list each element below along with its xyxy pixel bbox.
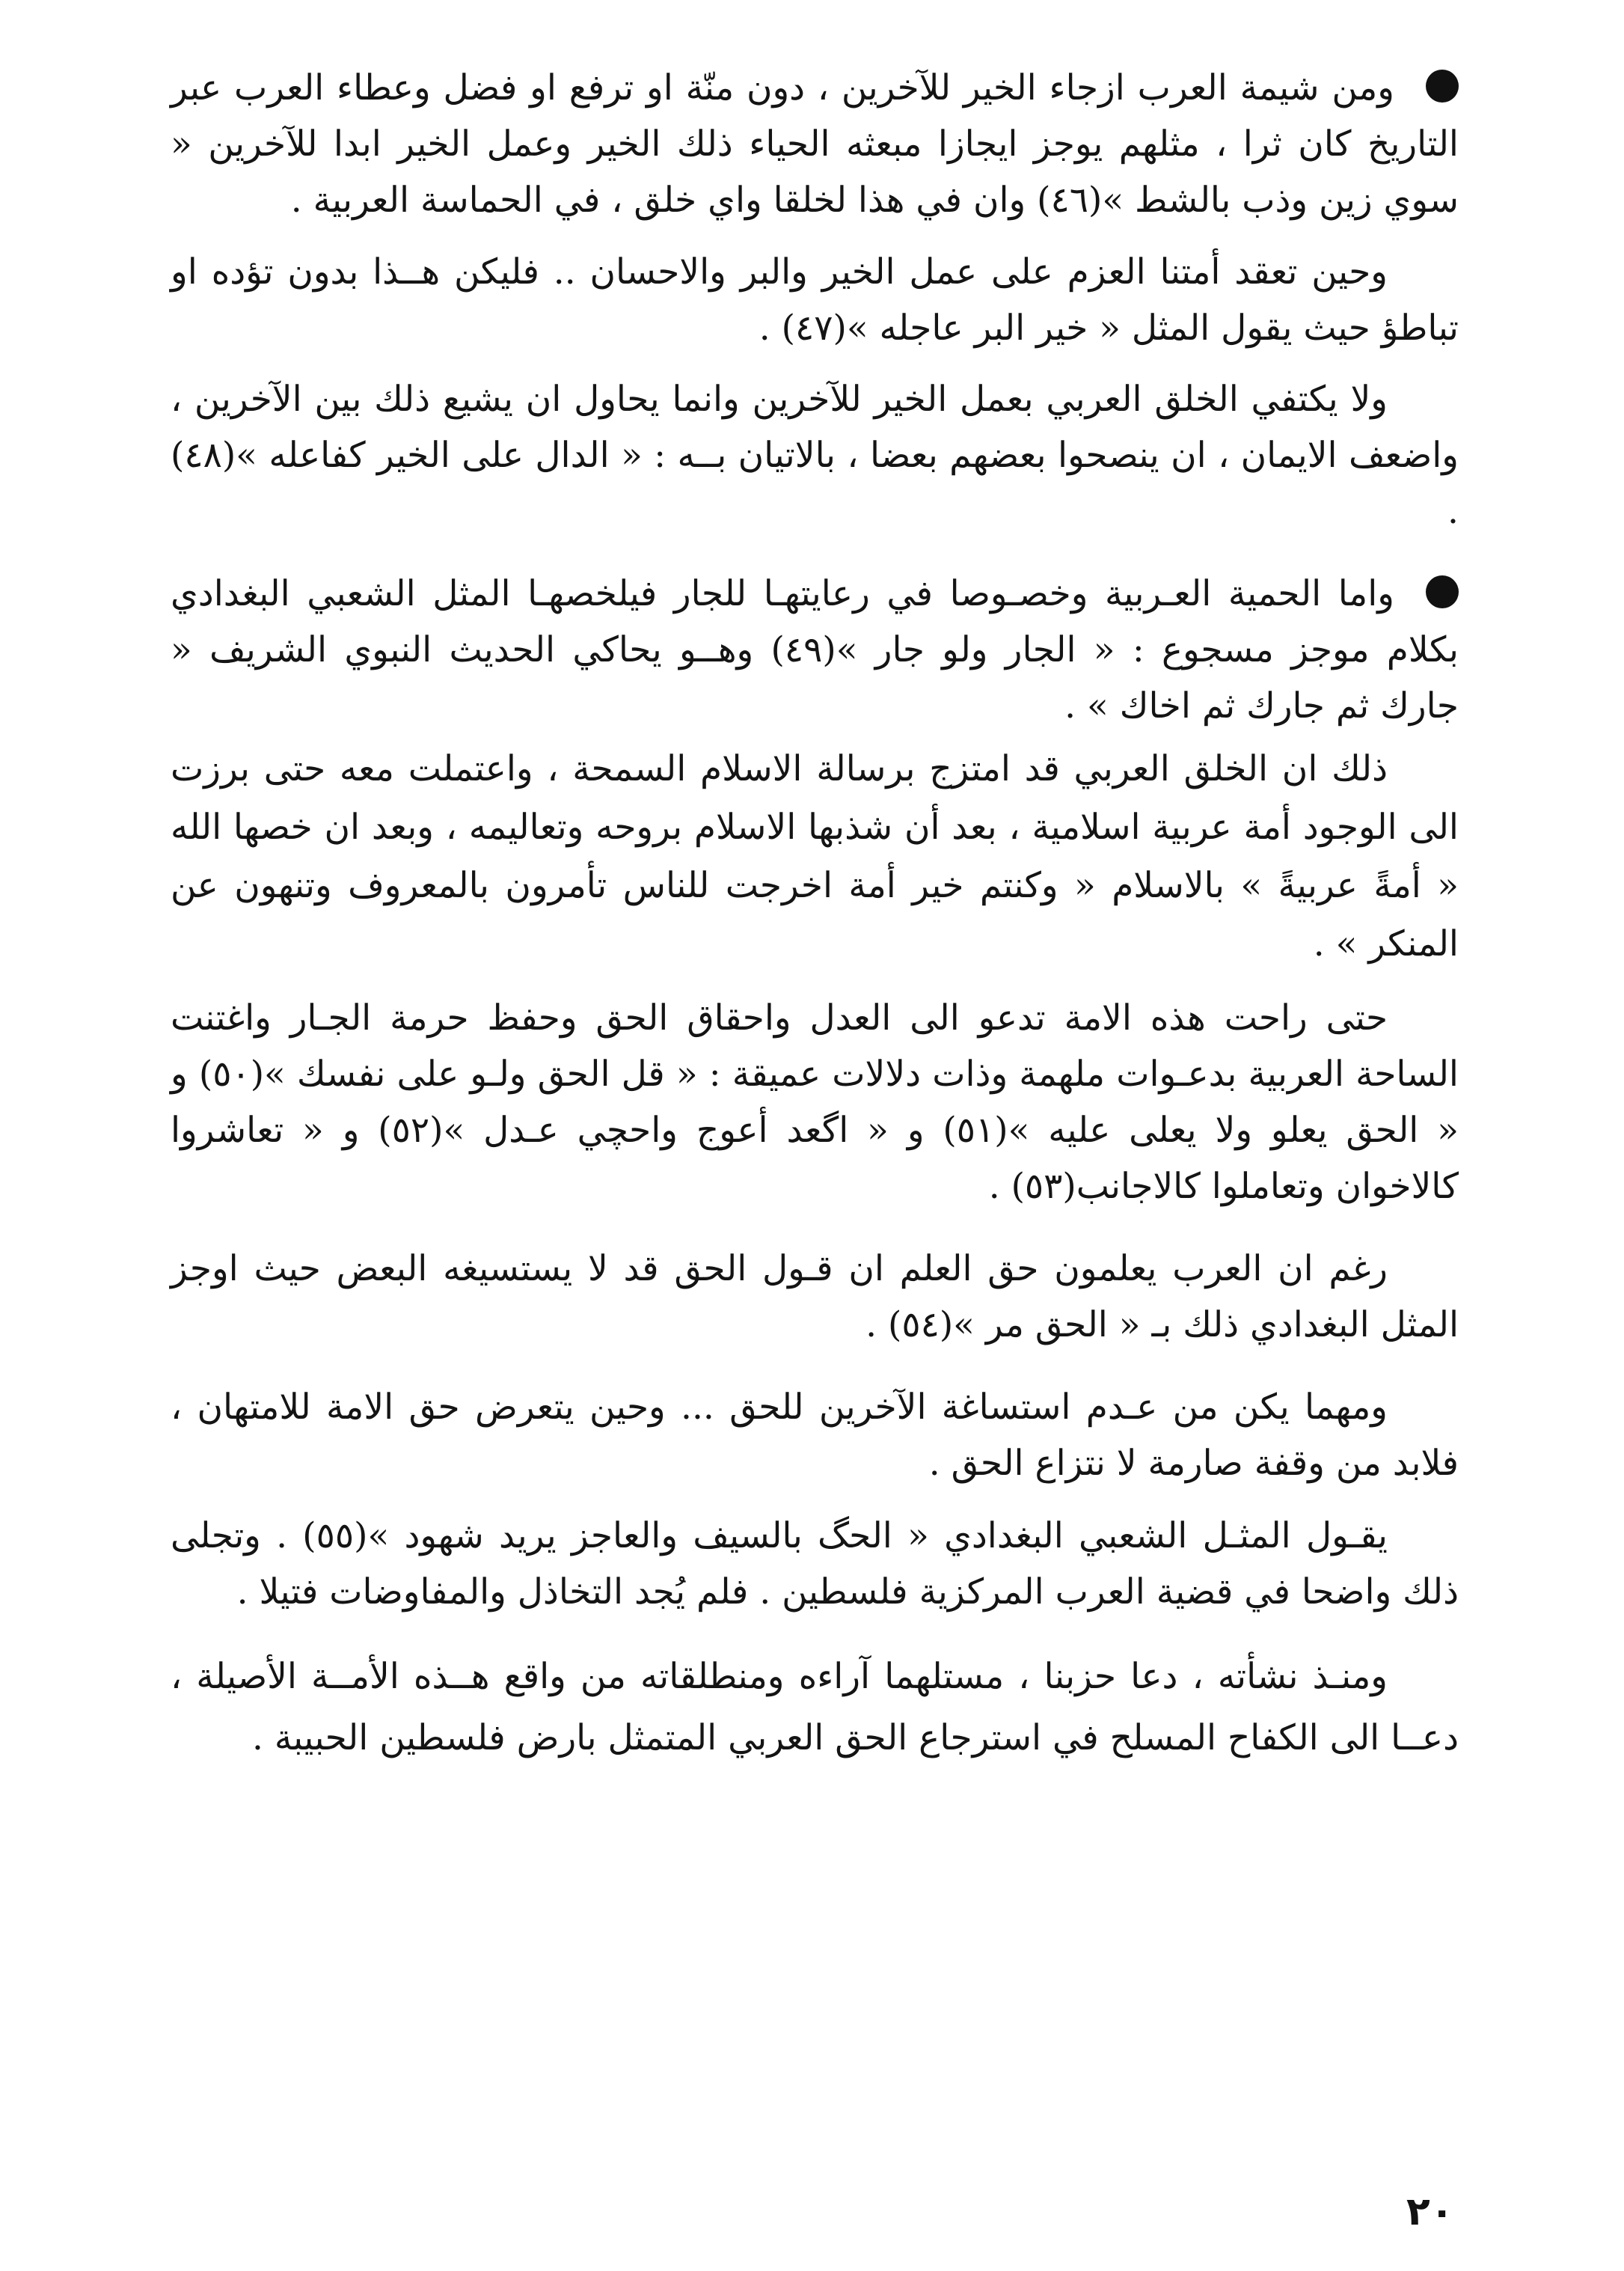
bullet-icon — [1426, 575, 1459, 608]
paragraph-text: حتى راحت هذه الامة تدعو الى العدل واحقاق الحق وحفظ حرمة الجـار واغتنت الساحة العربية بدعـوات ملهمة وذات دلالات عميقة : « قل الحق ولـو على نفسك »(٥٠) و « الحق يعلو ولا يعلى عليه »(٥١) و « اگعد أعوج واحچي عـدل »(٥٢) و « تعاشروا كالاخوان وتعاملوا كالاجانب(٥٣) . — [171, 997, 1459, 1207]
paragraph-text: وحين تعقد أمتنا العزم على عمل الخير والبر والاحسان .. فليكن هــذا بدون تؤده او تباطؤ حيث يقول المثل « خير البر عاجله »(٤٧) . — [171, 251, 1459, 349]
paragraph-9 — [171, 1508, 1459, 1620]
bullet-icon — [1426, 70, 1459, 103]
paragraph-5 — [171, 740, 1459, 973]
paragraph-text: رغم ان العرب يعلمون حق العلم ان قـول الحق قد لا يستسيغه البعض حيث اوجز المثل البغدادي ذلك بـ « الحق مر »(٥٤) . — [171, 1248, 1459, 1345]
paragraph-text: ومنـذ نشأته ، دعا حزبنا ، مستلهما آراءه ومنطلقاته من واقع هــذه الأمــة الأصيلة ، دعــا الى الكفاح المسلح في استرجاع الحق العربي المتمثل بارض فلسطين الحبيبة . — [171, 1656, 1459, 1758]
paragraph-8 — [171, 1379, 1459, 1491]
paragraph-6 — [171, 990, 1459, 1214]
paragraph-text: ولا يكتفي الخلق العربي بعمل الخير للآخرين وانما يحاول ان يشيع ذلك بين الآخرين ، واضعف الايمان ، ان ينصحوا بعضهم بعضا ، بالاتيان بــه : « الدال على الخير كفاعله »(٤٨) . — [171, 379, 1459, 532]
paragraph-1 — [171, 60, 1459, 228]
paragraph-3 — [171, 371, 1459, 540]
paragraph-text: يقـول المثـل الشعبي البغدادي « الحگ بالسيف والعاجز يريد شهود »(٥٥) . وتجلى ذلك واضحا في قضية العرب المركزية فلسطين . فلم يُجد التخاذل والمفاوضات فتيلا . — [171, 1515, 1459, 1613]
page-number: ٢٠ — [1406, 2189, 1454, 2234]
paragraph-text: واما الحمية العـربية وخصـوصا في رعايتهـا للجار فيلخصهـا المثل الشعبي البغدادي بكلام موجز مسجوع : « الجار ولو جار »(٤٩) وهــو يحاكي الحديث النبوي الشريف « جارك ثم جارك ثم اخاك » . — [171, 573, 1459, 727]
paragraph-text: ذلك ان الخلق العربي قد امتزج برسالة الاسلام السمحة ، واعتملت معه حتى برزت الى الوجود أمة عربية اسلامية ، بعد أن شذبها الاسلام بروحه وتعاليمه ، وبعد ان خصها الله « أمةً عربيةً » بالاسلام « وكنتم خير أمة اخرجت للناس تأمرون بالمعروف وتنهون عن المنكر » . — [171, 748, 1459, 965]
paragraph-10 — [171, 1646, 1459, 1769]
paragraph-text: ومهما يكن من عـدم استساغة الآخرين للحق ... وحين يتعرض حق الامة للامتهان ، فلابد من وقفة صارمة لا نتزاع الحق . — [171, 1387, 1459, 1484]
paragraph-text: ومن شيمة العرب ازجاء الخير للآخرين ، دون منّة او ترفع او فضل وعطاء العرب عبر التاريخ كان ثرا ، مثلهم يوجز ايجازا مبعثه الحياء ذلك الخير وعمل الخير ابدا للآخرين « سوي زين وذب بالشط »(٤٦) وان في هذا لخلقا واي خلق ، في الحماسة العربية . — [171, 67, 1459, 221]
paragraph-7 — [171, 1241, 1459, 1353]
body-text — [171, 60, 1459, 1769]
paragraph-2 — [171, 244, 1459, 356]
paragraph-4 — [171, 566, 1459, 734]
